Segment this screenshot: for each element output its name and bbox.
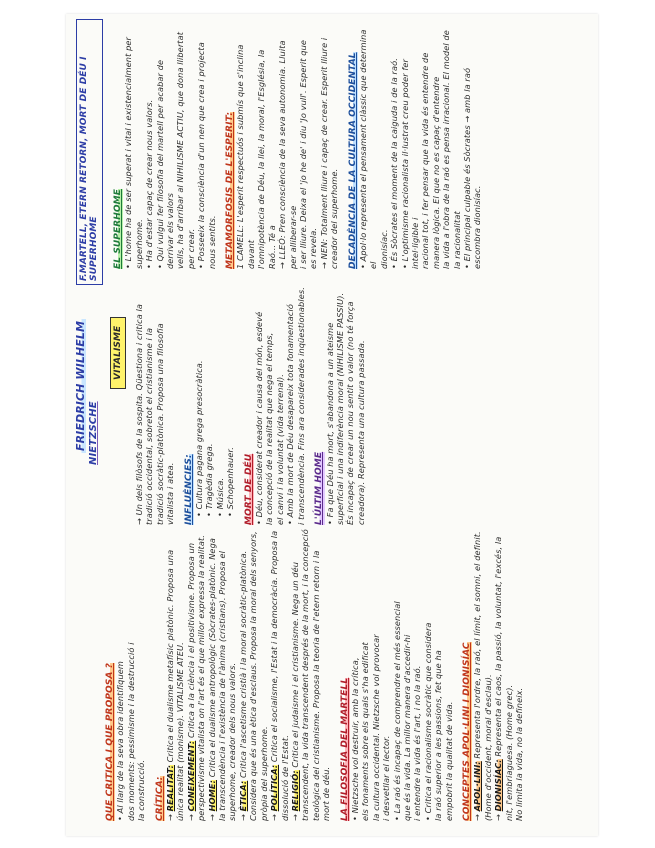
column-2 (134, 275, 373, 525)
section-apollini-dionisiac (461, 529, 524, 821)
section-intro (134, 275, 176, 525)
text-line: creadora). Representa una cultura passada. (355, 340, 366, 525)
section-critica-proposa (104, 529, 147, 821)
text-line: dionisíac. (378, 229, 389, 269)
text-line: la concepció de la realitat que nega el temps, (264, 332, 275, 525)
text-line: tradició socràtic-platònica. Proposa una filosofia (154, 323, 165, 525)
heading-superhome: EL SUPERHOME (113, 189, 123, 269)
rotated-notes (74, 25, 590, 825)
text-line: l'omnipotència de Déu, la llei, la moral, l'Església, la Raó... Té a (256, 49, 277, 269)
text-line: vells, ha d'arribar al NIHILISME ACTIU, que dona llibertat per crear. (175, 31, 196, 269)
text-line: la cultura occidental. Nietzsche vol provocar (370, 634, 381, 821)
keyword: HOME: (206, 780, 217, 812)
text-line: • Cultura pagana grega presocràtica. (194, 360, 205, 517)
text-line: racional tot, i fer pensar que la vida és entendre de manera lògica. El que no es capaç d'entendre (420, 52, 441, 269)
heading-critica: CRÍTICA: (154, 776, 165, 821)
text-line: • Posseeix la consciència d'un nen que crea i projecta nous sentits. (196, 42, 217, 269)
text-line: • Música. (214, 477, 225, 517)
keyword: CONEIXEMENT: (185, 740, 196, 812)
section-metamorfosis (224, 29, 339, 269)
text-line: • Al llarg de la seva obra identifiquem (115, 661, 126, 821)
keyword: REALITAT: (165, 765, 176, 812)
item-text: Critica el dualisme antropològic (Sòcrates-platònic. Nega la transcendència i l'existència de l'ànima (cristians). Proposa el superhome, creador dels nous valors. (206, 538, 238, 821)
text-line: • L'home ha de ser superat i vital i existencialment per superhome. (123, 37, 144, 269)
text-line: • El principal culpable és Sòcrates → amb la raó escombra dionisíac. (462, 67, 483, 269)
section-critica (154, 529, 332, 821)
heading-apollini-dionisiac: CONCEPTES APOL·LINI I DIONISÍAC (462, 642, 472, 821)
keyword: POLÍTICA: (269, 764, 280, 812)
text-line: que és la vida. La millor manera d'accedir-hi (401, 634, 412, 821)
text-line: → NEN: Totalment lliure i capaç de crear. Esperit lliure i creador del superhome. (318, 37, 340, 269)
title-row (74, 25, 104, 825)
concept-item: → DIONISÍAC: Representa el caos, la passió, la voluntat, l'excés, la nit, l'embriaguesa. (Home grec). (493, 536, 514, 821)
text-line: → LLEÓ: Pren consciència de la seva autonomia. Lluita per alliberar-se (277, 40, 298, 269)
heading-critica-proposa: QUE CRITICA I QUE PROPOSA ? (105, 663, 115, 821)
text-line: dos moments: pessimisme i la destrucció i (125, 642, 136, 821)
text-line: i ser lliure. Deixa el 'jo he de' i diu 'Jo vull'. Esperit que es revela. (297, 39, 319, 269)
text-line: • La raó és incapaç de comprendre el més essencial (391, 601, 402, 821)
text-line: 1 CAMELL: L'esperit respectuós i submís que s'inclina davant (235, 44, 256, 269)
heading-metamorfosis: METAMORFOSIS DE L'ESPERIT: (225, 111, 236, 269)
text-line: i transcendència. Fins ara considerades inqüestionables. (295, 287, 306, 525)
title-right: F.MARTELL, ETERN RETORN, MORT DE DÉU I SUPERHOME (76, 19, 103, 285)
text-line: empobrit la qualitat de vida. (443, 701, 454, 821)
critica-item: → REALITAT: Critica el dualisme metafísic platònic. Proposa una única realitat (monisme). VITALISME ATEU. (165, 549, 186, 821)
item-text: Critica a la ciència i el positivisme. Proposa un perspectivisme vitalista on l'art és el que millor expressa la realitat. (185, 535, 207, 821)
text-line: la vida a l'obra de la raó es pensa irracional. El model de la racionalitat (441, 30, 462, 269)
keyword: RELIGIÓ: (289, 770, 300, 812)
critica-item: → RELIGIÓ: Critica el judaisme i el cristianisme. Nega un déu transcendent, la vida transcendent després de la mort, i la concepció teològica del cristianisme. Proposa la teoria de l'etern retorn i la mort de déu. (289, 529, 332, 821)
text-line: → Un dels filòsofs de la sospita. Qüestiona i critica la (134, 303, 144, 525)
keyword: DIONISÍAC: (493, 759, 504, 812)
heading-ultim-home: L'ÚLTIM HOME (314, 451, 325, 525)
heading-filosofia-martell: LA FILOSOFIA DEL MARTELL (339, 677, 350, 821)
item-text: Critica el judaisme i el cristianisme. Nega un déu transcendent, la vida transcendent després de la mort, i la concepció teològica del cristianisme. Proposa la teoria de l'etern retorn i la mort de déu. (289, 529, 332, 821)
critica-item: → POLÍTICA: Critica el socialisme, l'Estat i la democràcia. Proposa la dissolució de l'Estat. (269, 530, 290, 821)
text-line: tradició occidental, sobretot el cristianisme i la (144, 327, 155, 525)
text-line: i entendre la vida és l'art, i no la raó. (412, 665, 423, 821)
text-line: • És Sòcrates el moment de la caiguda i de la raó. (389, 58, 400, 269)
text-line: el canvi i la voluntat (vida terrenal). (274, 374, 285, 525)
text-line: • Nietzsche vol destruir, amb la crítica, (349, 657, 360, 821)
section-ultim-home (313, 275, 366, 525)
text-line: • Fa que Déu ha mort, s'abandona a un ateisme (324, 322, 335, 525)
section-filosofia-martell (339, 529, 454, 821)
text-line: superficial i una indiferència moral (NIHILISME PASSIU). (334, 292, 345, 525)
keyword: APOL·LINI: (472, 761, 483, 812)
vitalisme-box: VITALISME (110, 317, 126, 389)
critica-item: → HOME: Critica el dualisme antropològic (Sòcrates-platònic. Nega la transcendència i l'existència de l'ànima (cristians). Proposa el superhome, creador dels nous valors. (206, 538, 238, 821)
item-text: Critica el dualisme metafísic platònic. Proposa una única realitat (monisme). VITALISME ATEU. (165, 549, 186, 821)
heading-mort-deu: MORT DE DÉU (243, 453, 254, 525)
text-line: la construcció. (136, 759, 147, 821)
section-mort-deu (243, 275, 306, 525)
text-line: • L'optimisme racionalista il·lustrat creu poder fer intel·ligible i (399, 59, 420, 269)
item-text: Representa el caos, la passió, la voluntat, l'excés, la nit, l'embriaguesa. (Home grec). (493, 536, 514, 821)
critica-item: → CONEIXEMENT: Critica a la ciència i el positivisme. Proposa un perspectivisme vitalista on l'art és el que millor expressa la realitat. (185, 535, 207, 821)
concept-item (514, 529, 524, 821)
text-line: És incapaç de crear un nou sentit o valor (no té força (345, 301, 356, 525)
section-superhome (112, 29, 217, 269)
concept-item: → APOL·LINI: Representa l'ordre, la raó, el límit, el somni, el definit. (Home d'occident, moral d'esclau). (472, 531, 493, 821)
text-line: la raó superior a les passions, fet que ha (433, 650, 444, 821)
column-3 (112, 29, 490, 269)
text-line: vitalista i atea. (165, 462, 176, 525)
column-1 (104, 529, 531, 821)
text-line: • Tragèdia grega. (204, 443, 215, 517)
notebook-page (66, 14, 598, 836)
heading-influencies: INFLUÈNCIES: (183, 454, 194, 525)
section-decadencia (347, 29, 483, 269)
text-line: • Qui vulgui fer filosofia del martell per acabar de derrivar els valors (154, 59, 176, 269)
critica-item: → ÈTICA: Critica l'ascetisme cristià i la moral socràtic-platònica. Considera que és una ètica d'esclaus. Proposa la moral dels senyors, pròpia del superhome. (237, 531, 269, 821)
text-line: • Ha d'estar capaç de crear nous valors. (144, 99, 155, 269)
section-influencies (183, 275, 236, 525)
text-line: • Critica el racionalisme socràtic que considera (422, 622, 433, 821)
text-line: i desvetllar el lector. (381, 735, 392, 821)
item-text: Critica el socialisme, l'Estat i la democràcia. Proposa la dissolució de l'Estat. (269, 530, 290, 821)
text-line: • Amb la mort de Déu desapareix tota fonamentació (285, 304, 296, 525)
text-line: els fonaments sobre els quals s'ha edificat (360, 642, 371, 821)
item-text: No limita la vida, no la defineix. (514, 687, 525, 821)
heading-decadencia: DECADÈNCIA DE LA CULTURA OCCIDENTAL (347, 52, 358, 269)
item-text: Representa l'ordre, la raó, el límit, el somni, el definit. (Home d'occident, moral d'esclau). (472, 531, 493, 821)
title-main: FRIEDRICH WILHELM (74, 320, 87, 451)
title-sub: NIETZSCHE (88, 401, 99, 465)
text-line: • Déu, considerat creador i causa del món, esdevé (254, 311, 265, 525)
keyword: ÈTICA: (237, 780, 248, 812)
text-line: • Apol·lo representa el pensament clàssic que determina el (357, 29, 379, 269)
text-line: • Schopenhauer. (225, 447, 236, 517)
item-text: Critica l'ascetisme cristià i la moral socràtic-platònica. Considera que és una ètica d'esclaus. Proposa la moral dels senyors, pròpia del superhome. (237, 531, 269, 821)
